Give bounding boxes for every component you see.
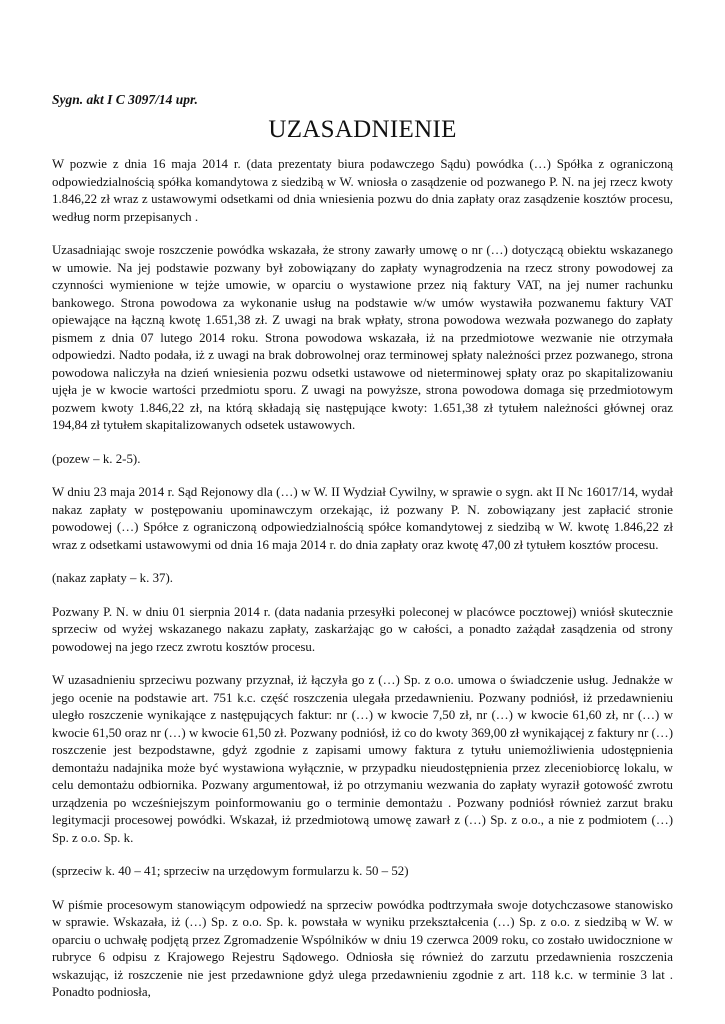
- paragraph-objection: Pozwany P. N. w dniu 01 sierpnia 2014 r. (data nadania przesyłki poleconej w placówce pocztowej) wniósł skutecznie sprzeciw od wyżej wskazanego nakazu zapłaty, zaskarżając go w całości, a ponadto zażądał zasądzenia od strony powodowej na jego rzecz zwrotu kosztów procesu.: [52, 604, 673, 654]
- paragraph-claim: W pozwie z dnia 16 maja 2014 r. (data prezentaty biura podawczego Sądu) powódka (…) Spółka z ograniczoną odpowiedzialnością spółka komandytowa z siedzibą w W. wniosła o zasądzenie od pozwanego P. N. na jej rzecz kwoty 1.846,22 zł wraz z ustawowymi odsetkami od dnia wniesienia pozwu do dnia zapłaty oraz zasądzenie kosztów procesu, według norm przepisanych .: [52, 157, 673, 224]
- reference-payment-order: (nakaz zapłaty – k. 37).: [52, 571, 173, 585]
- reference-objection: (sprzeciw k. 40 – 41; sprzeciw na urzędowym formularzu k. 50 – 52): [52, 864, 409, 878]
- document-title: UZASADNIENIE: [268, 116, 457, 143]
- paragraph-payment-order: W dniu 23 maja 2014 r. Sąd Rejonowy dla (…) w W. II Wydział Cywilny, w sprawie o sygn. akt II Nc 16017/14, wydał nakaz zapłaty w postępowaniu upominawczym orzekając, iż pozwany P. N. zobowiązany jest zapłacić stronie powodowej (…) Spółce z ograniczoną odpowiedzialnością spółce komandytowej z siedzibą w W. kwotę 1.846,22 zł wraz z odsetkami ustawowymi od dnia 16 maja 2014 r. do dnia zapłaty oraz kwotę 47,00 zł tytułem kosztów procesu.: [52, 485, 673, 552]
- paragraph-response: W piśmie procesowym stanowiącym odpowiedź na sprzeciw powódka podtrzymała swoje dotychczasowe stanowisko w sprawie. Wskazała, iż (…) Sp. z o.o. Sp. k. powstała w wyniku przekształcenia (…) Sp. z o.o. z siedzibą w W. w oparciu o uchwałę podjętą przez Zgromadzenie Wspólników w dniu 19 czerwca 2009 roku, co zostało uwidocznione w rubryce 6 odpisu z Krajowego Rejestru Sądowego. Odniosła się również do zarzutu przedawnienia roszczenia wskazując, iż roszczenie nie jest przedawnione gdyż ulega przedawnieniu zgodnie z art. 118 k.c. w terminie 3 lat . Ponadto podniosła,: [52, 897, 673, 999]
- paragraph-justification: Uzasadniając swoje roszczenie powódka wskazała, że strony zawarły umowę o nr (…) dotyczącą obiektu wskazanego w umowie. Na jej podstawie pozwany był zobowiązany do zapłaty wynagrodzenia na rzecz strony powodowej za czynności wymienione w tejże umowie, w oparciu o wystawione przez nią faktury VAT, na jej numer rachunku bankowego. Strona powodowa za wykonanie usług na podstawie w/w umów wystawiła pozwanemu faktury VAT opiewające na łączną kwotę 1.651,38 zł. Z uwagi na brak wpłaty, strona powodowa wezwała pozwanego do zapłaty pismem z dnia 07 lutego 2014 roku. Strona powodowa wskazała, iż na przedmiotowe wezwanie nie otrzymała odpowiedzi. Nadto podała, iż z uwagi na brak dobrowolnej oraz terminowej spłaty należności przez pozwanego, strona powodowa naliczyła na dzień wniesienia pozwu odsetki ustawowe od nieterminowej spłaty oraz po skapitalizowaniu ujęła je w kwocie wartości przedmiotu sporu. Z uwagi na powyższe, strona powodowa domaga się przedmiotowym pozwem kwoty 1.846,22 zł, na którą składają się następujące kwoty: 1.651,38 zł tytułem należności głównej oraz 194,84 zł tytułem skapitalizowanych odsetek ustawowych.: [52, 243, 673, 432]
- paragraph-objection-grounds: W uzasadnieniu sprzeciwu pozwany przyznał, iż łączyła go z (…) Sp. z o.o. umowa o świadczenie usług. Jednakże w jego ocenie na podstawie art. 751 k.c. część roszczenia ulegała przedawnieniu. Pozwany podniósł, iż przedawnieniu uległo roszczenie wynikające z następujących faktur: nr (…) w kwocie 7,50 zł, nr (…) w kwocie 61,60 zł, nr (…) w kwocie 61,50 oraz nr (…) w kwocie 61,50 zł. Pozwany podniósł, iż co do kwoty 369,00 zł wynikającej z faktury nr (…) roszczenie jest bezpodstawne, gdyż zgodnie z zapisami umowy faktura z tytułu uniemożliwienia udostępnienia demontażu nadajnika może być wystawiona wyłącznie, w przypadku nieudostępnienia przez zleceniobiorcę lokalu, w celu demontażu odbiornika. Pozwany argumentował, iż po otrzymaniu wezwania do zapłaty wyraził gotowość zwrotu urządzenia po wcześniejszym poinformowaniu go o terminie demontażu . Pozwany podniósł również zarzut braku legitymacji procesowej powódki. Wskazał, iż przedmiotową umowę zawarł z (…) Sp. z o.o., a nie z podmiotem (…) Sp. z o.o. Sp. k.: [52, 673, 673, 845]
- reference-claim: (pozew – k. 2-5).: [52, 451, 141, 466]
- case-signature: Sygn. akt I C 3097/14 upr.: [52, 92, 198, 107]
